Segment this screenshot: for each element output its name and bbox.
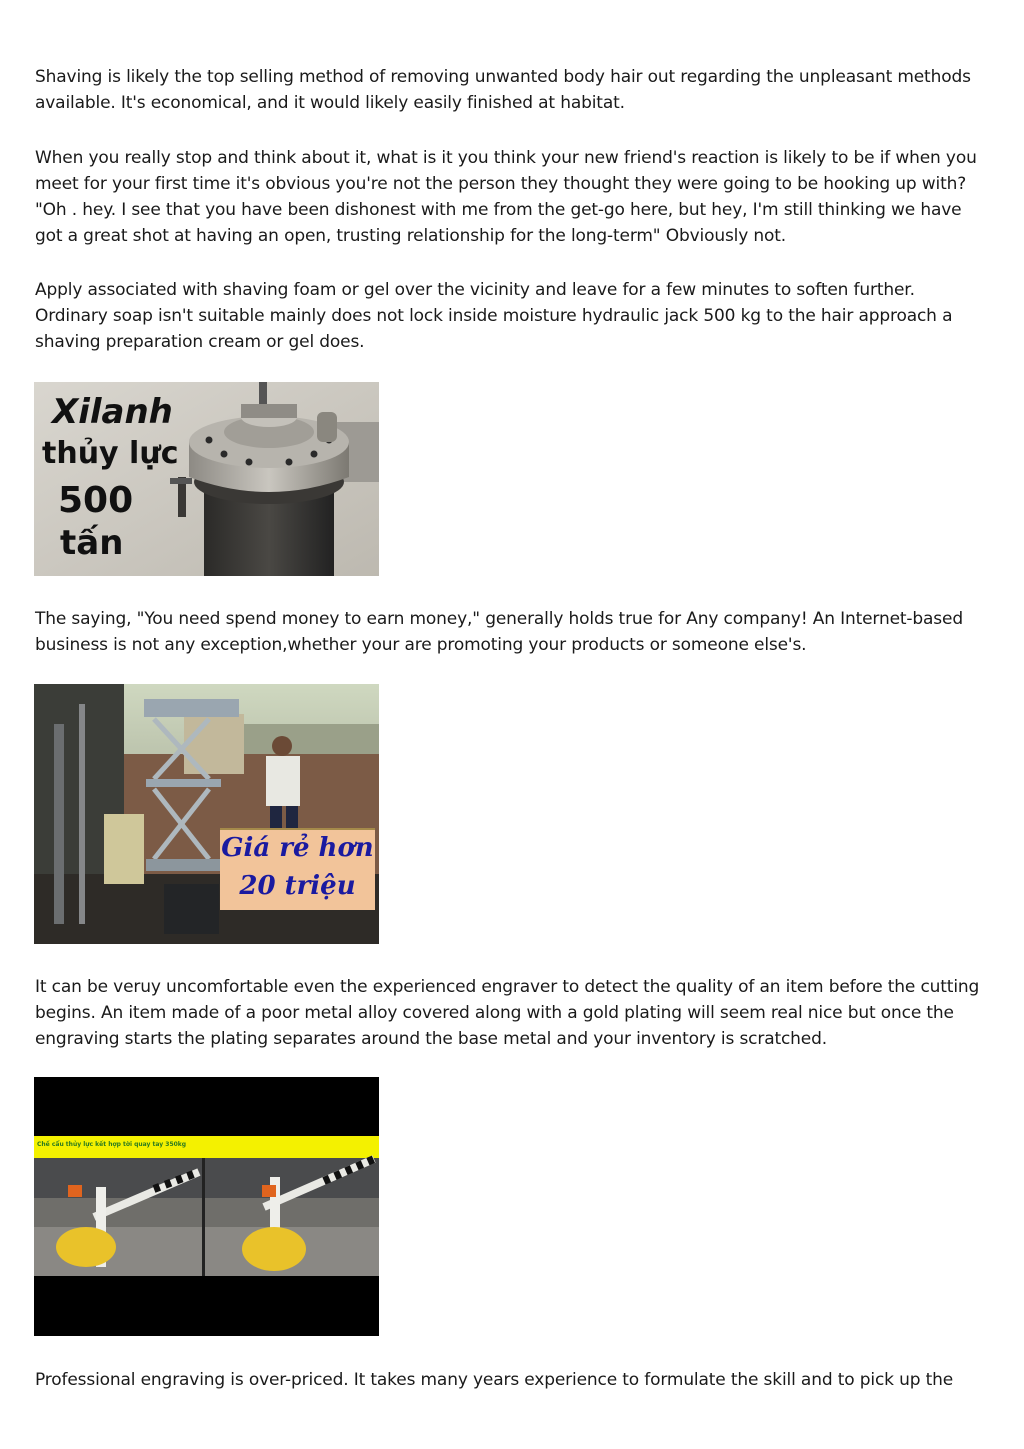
crane-banner-text: Chế cẩu thủy lực kết hợp tời quay tay 350kg: [37, 1141, 187, 1148]
cylinder-subtitle: thủy lực: [42, 436, 179, 471]
cylinder-title: Xilanh: [52, 392, 173, 432]
hydraulic-cylinder-image: [34, 382, 379, 576]
price-label-line1: Giá rẻ hơn: [221, 833, 374, 863]
crane-video-image: [34, 1077, 379, 1336]
paragraph-new-friend: When you really stop and think about it, what is it you think your new friend's reaction is likely to be if when you meet for your first time it's obvious you're not the person they thought they were going to be hooking up with? "Oh . hey. I see that you have been dishonest with me from the get-go here, but hey, I'm still thinking we have got a great shot at having an open, trusting relationship for the long-term" Obviously not.: [35, 148, 977, 246]
scissor-lift-image: [34, 684, 379, 944]
cylinder-unit: tấn: [60, 523, 124, 563]
price-label-line2: 20 triệu: [239, 871, 356, 901]
paragraph-professional-engraving: Professional engraving is over-priced. It takes many years experience to formulate the skill and to pick up the: [35, 1370, 954, 1390]
paragraph-engraver: It can be veruy uncomfortable even the experienced engraver to detect the quality of an item before the cutting begins. An item made of a poor metal alloy covered along with a gold plating will seem real nice but once the engraving starts the plating separates around the base metal and your inventory is scratched.: [35, 977, 980, 1049]
cylinder-capacity: 500: [58, 480, 134, 521]
paragraph-shaving: Shaving is likely the top selling method of removing unwanted body hair out regarding the unpleasant methods available. It's economical, and it would likely easily finished at habitat.: [35, 67, 971, 113]
paragraph-spend-money: The saying, "You need spend money to earn money," generally holds true for Any company! An Internet-based business is not any exception,whether your are promoting your products or someone else's.: [35, 609, 963, 655]
paragraph-shaving-foam: Apply associated with shaving foam or gel over the vicinity and leave for a few minutes to soften further. Ordinary soap isn't suitable mainly does not lock inside moisture hydraulic jack 500 kg to the hair approach a shaving preparation cream or gel does.: [35, 280, 953, 352]
